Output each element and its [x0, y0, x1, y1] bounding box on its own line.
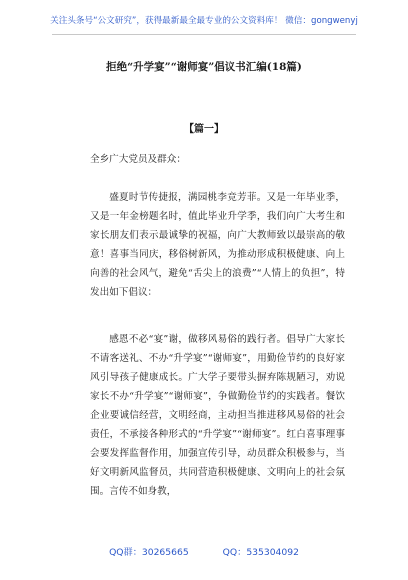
salutation: [90, 150, 345, 169]
footer-contact: [0, 544, 408, 558]
paragraph-text: 盛夏时节传捷报，满园桃李竞芳菲。又是一年毕业季，又是一年金榜题名时，值此毕业升学季，我们向广大考生和家长朋友们表示最诚挚的祝福，向广大教师致以最崇高的敬意！喜事当同庆，移俗树新风，为推动形成积极健康、向上向善的社会风气，避免“舌尖上的浪费”“人情上的负担”，特发出如下倡议：: [90, 192, 345, 298]
header-banner: 关注头条号“公文研究”，获得最新最全最专业的公文资料库！ 微信：gongwenyj: [50, 16, 358, 26]
footer-qq-group: QQ群：30265665: [109, 547, 189, 558]
paragraph-text: 感恩不必“宴”谢，做移风易俗的践行者。倡导广大家长不请客送礼、不办“升学宴”“谢师宴”，用勤俭节约的良好家风引导孩子健康成长。广大学子要带头摒弃陈规陋习，劝说家长不办“升学宴”“谢师宴”，争做勤俭节约的实践者。餐饮企业要诚信经营，文明经商，主动担当推进移风易俗的社会责任，不承接各种形式的“升学宴”“谢师宴”。红白喜事理事会要发挥监督作用，加强宣传引导，动员群众积极参与，当好文明新风监督员，共同营造积极健康、文明向上的社会氛围。言传不如身教，: [90, 334, 345, 497]
footer-qq: QQ：535304092: [222, 547, 299, 558]
document-title: 拒绝“升学宴”“谢师宴”倡议书汇编(18篇): [106, 61, 302, 73]
salutation-text: 全乡广大党员及群众：: [90, 154, 186, 165]
header-divider: [52, 34, 356, 35]
paragraph-2: [90, 330, 345, 501]
paragraph-1: [90, 188, 345, 302]
section-heading: 【篇一】: [184, 124, 224, 135]
